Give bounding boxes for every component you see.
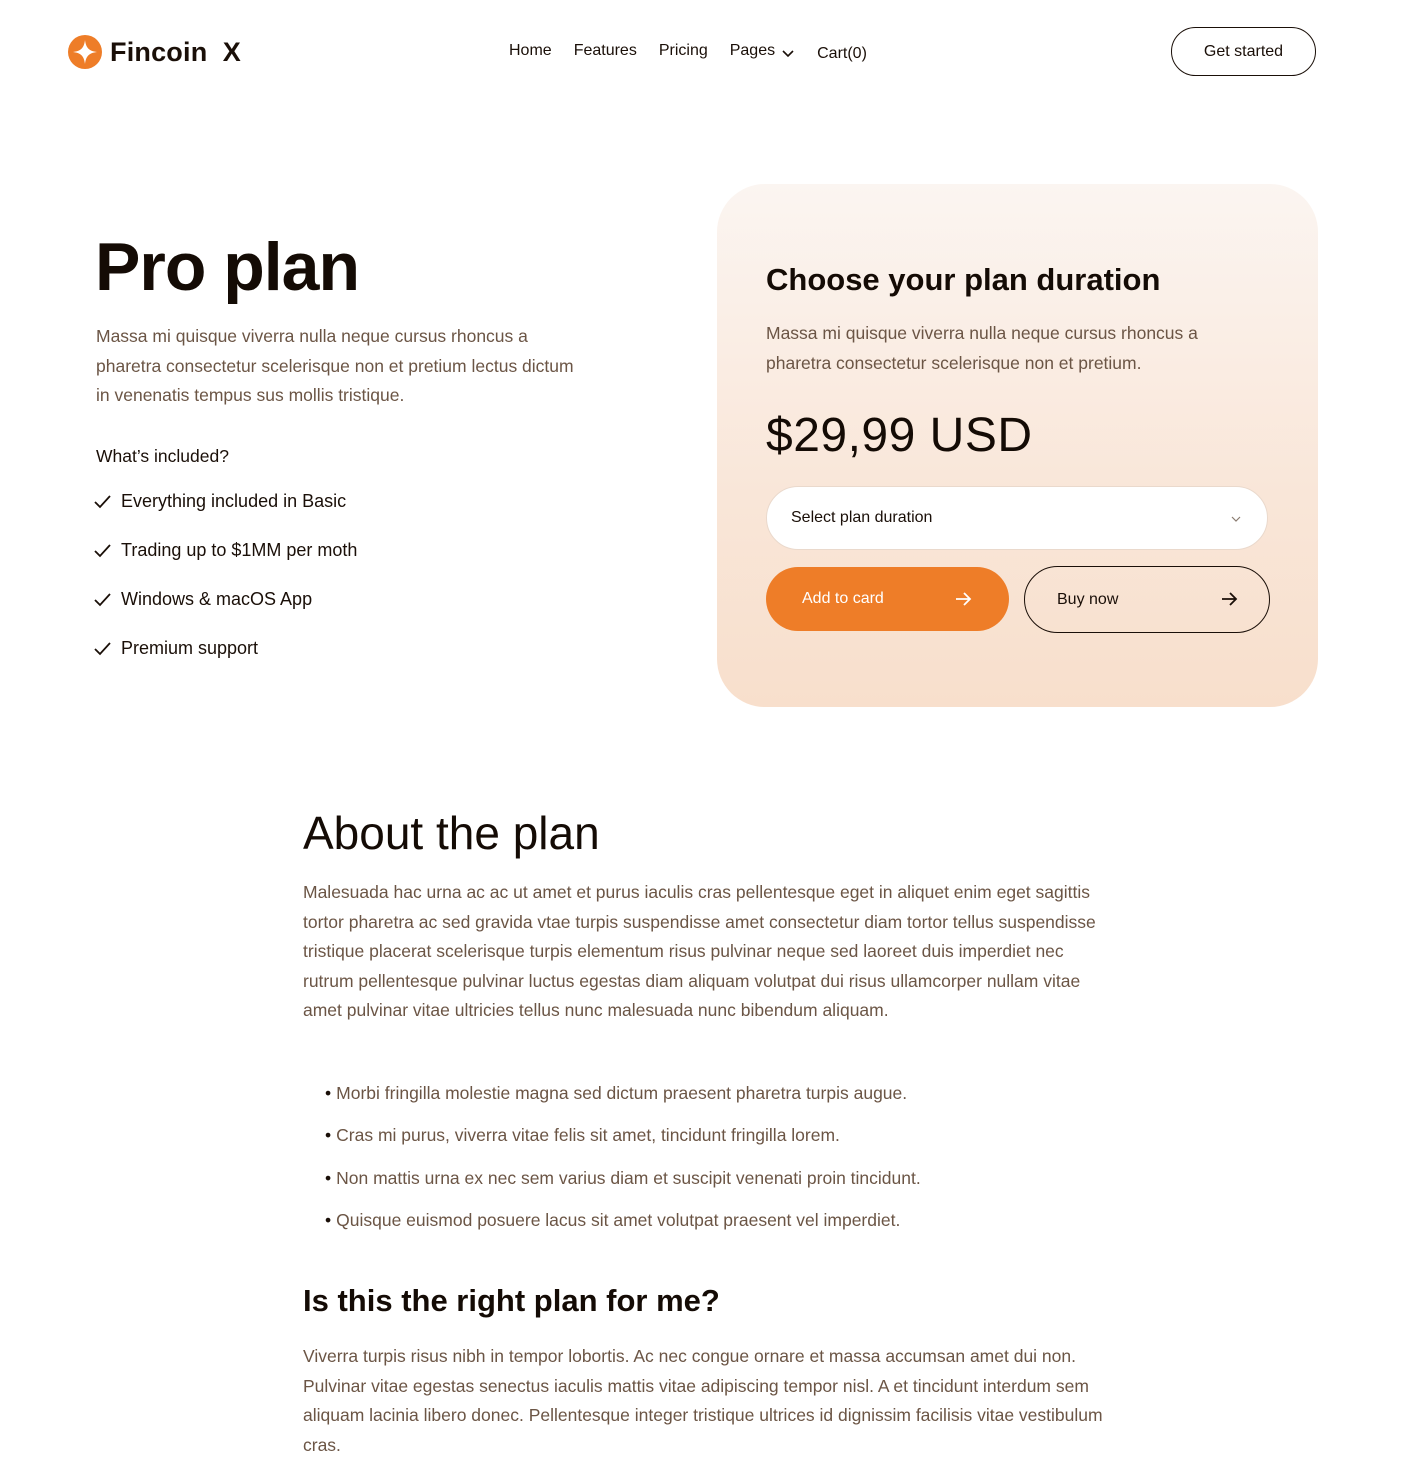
- check-icon: [94, 640, 111, 657]
- bullet-text: Morbi fringilla molestie magna sed dictum praesent pharetra turpis augue.: [336, 1083, 908, 1103]
- check-icon: [94, 591, 111, 608]
- bullet-dot: •: [325, 1167, 332, 1188]
- bullet-dot: •: [325, 1209, 332, 1230]
- page-title: Pro plan: [95, 229, 360, 305]
- feature-item: [94, 638, 258, 659]
- plan-price: $29,99 USD: [766, 409, 1033, 462]
- plan-card: [717, 184, 1318, 707]
- list-item: [325, 1210, 921, 1252]
- nav-pages-label: Pages: [729, 41, 776, 59]
- arrow-right-icon: [1219, 589, 1239, 609]
- nav-cart[interactable]: Cart(0): [817, 45, 867, 62]
- add-to-card-label: Add to card: [802, 590, 884, 607]
- check-icon: [94, 542, 111, 559]
- buy-now-label: Buy now: [1057, 590, 1119, 608]
- feature-item: [94, 540, 357, 561]
- feature-label: Trading up to $1MM per moth: [121, 540, 358, 560]
- right-plan-paragraph: Viverra turpis risus nibh in tempor lobortis. Ac nec congue ornare et massa accumsan amet dui non. Pulvinar vitae egestas senectus iaculis mattis vitae adipiscing tempor nisl. A et tincidunt interdum sem aliquam lacinia libero donec. Pellentesque integer tristique ultrices id dignissim facilisis vitae vestibulum cras.: [303, 1346, 1103, 1455]
- list-item: [325, 1168, 921, 1210]
- chevron-down-icon: [1229, 512, 1243, 526]
- bullet-dot: •: [325, 1125, 332, 1146]
- main-nav: [509, 38, 889, 63]
- list-item: [325, 1125, 921, 1167]
- brand-logo[interactable]: [68, 35, 241, 69]
- nav-pages[interactable]: [730, 42, 795, 60]
- about-heading: About the plan: [303, 807, 600, 859]
- get-started-button[interactable]: Get started: [1171, 27, 1316, 76]
- feature-label: Premium support: [121, 638, 259, 658]
- list-item: [325, 1083, 921, 1125]
- bullet-text: Non mattis urna ex nec sem varius diam et suscipit venenati proin tincidunt.: [336, 1167, 921, 1188]
- right-plan-heading: Is this the right plan for me?: [303, 1283, 720, 1318]
- feature-item: [94, 491, 346, 512]
- arrow-right-icon: [953, 589, 973, 609]
- about-paragraph: Malesuada hac urna ac ac ut amet et purus iaculis cras pellentesque eget in aliquet enim eget sagittis tortor pharetra ac sed gravida vtae turpis suspendisse amet consectetur diam tortor tellus suspendisse tristique placerat scelerisque turpis elementum risus pulvinar neque sed laoreet duis imperdiet nec rutrum pellentesque pulvinar luctus egestas diam aliquam volutpat dui risus ullamcorper nullam vitae amet pulvinar vitae ultricies tellus nunc malesuada nunc bibendum aliquam.: [303, 882, 1096, 1020]
- card-title: Choose your plan duration: [766, 262, 1161, 297]
- bullet-text: Quisque euismod posuere lacus sit amet volutpat praesent vel imperdiet.: [336, 1209, 901, 1230]
- nav-home[interactable]: Home: [509, 41, 552, 59]
- about-bullet-list: [325, 1083, 921, 1252]
- check-icon: [94, 493, 111, 510]
- card-description: Massa mi quisque viverra nulla neque cursus rhoncus a pharetra consectetur scelerisque non et pretium.: [766, 323, 1198, 373]
- add-to-card-button[interactable]: [766, 567, 1009, 631]
- logo-star-icon: [68, 35, 102, 69]
- brand-name: Fincoin X: [110, 36, 242, 67]
- plan-duration-select[interactable]: [766, 486, 1268, 550]
- included-heading: What’s included?: [96, 446, 229, 466]
- feature-label: Everything included in Basic: [121, 491, 347, 511]
- chevron-down-icon: [781, 46, 795, 60]
- buy-now-button[interactable]: [1024, 566, 1270, 633]
- nav-features[interactable]: Features: [573, 41, 637, 59]
- plan-description: Massa mi quisque viverra nulla neque cursus rhoncus a pharetra consectetur scelerisque non et pretium lectus dictum in venenatis tempus sus mollis tristique.: [96, 326, 574, 405]
- bullet-text: Cras mi purus, viverra vitae felis sit amet, tincidunt fringilla lorem.: [336, 1125, 840, 1146]
- feature-label: Windows & macOS App: [121, 589, 313, 609]
- feature-item: [94, 589, 312, 610]
- select-placeholder: Select plan duration: [791, 509, 933, 526]
- bullet-dot: •: [325, 1083, 332, 1103]
- nav-pricing[interactable]: Pricing: [658, 41, 708, 59]
